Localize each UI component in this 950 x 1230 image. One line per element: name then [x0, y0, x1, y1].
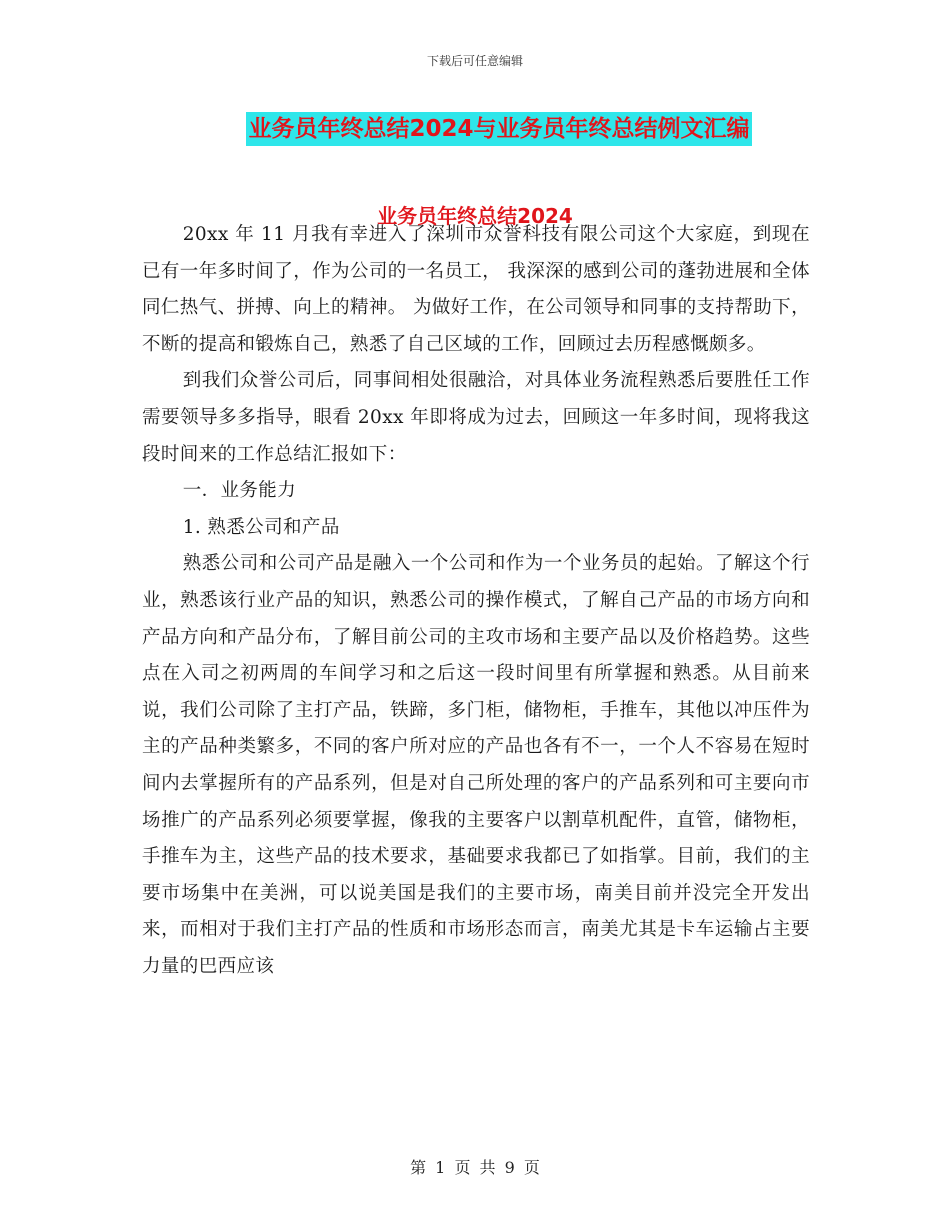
section-title: 业务员年终总结2024 — [377, 204, 573, 228]
paragraph-intro: 20xx 年 11 月我有幸进入了深圳市众誉科技有限公司这个大家庭，到现在已有一年多时间了，作为公司的一名员工， 我深深的感到公司的蓬勃进展和全体同仁热气、拼搏、向上的精神。 为做好工作，在公司领导和同事的支持帮助下，不断的提高和锻炼自己，熟悉了自己区域的工作，回顾过去历程感慨颇多。 — [142, 224, 810, 355]
document-main-title: 业务员年终总结2024与业务员年终总结例文汇编 — [246, 112, 751, 146]
heading-know-company-products: 1. 熟悉公司和产品 — [182, 516, 340, 538]
heading-business-ability: 一．业务能力 — [182, 480, 297, 502]
paragraph-summary-lead: 到我们众誉公司后，同事间相处很融洽，对具体业务流程熟悉后要胜任工作需要领导多多指导，眼看 20xx 年即将成为过去，回顾这一年多时间，现将我这段时间来的工作总结汇报如下： — [142, 370, 810, 465]
paragraph-know-company-products: 熟悉公司和公司产品是融入一个公司和作为一个业务员的起始。了解这个行业，熟悉该行业产品的知识，熟悉公司的操作模式，了解自己产品的市场方向和产品方向和产品分布，了解目前公司的主攻市场和主要产品以及价格趋势。这些点在入司之初两周的车间学习和之后这一段时间里有所掌握和熟悉。从目前来说，我们公司除了主打产品，铁蹄，多门柜，储物柜，手推车，其他以冲压件为主的产品种类繁多，不同的客户所对应的产品也各有不一，一个人不容易在短时间内去掌握所有的产品系列，但是对自己所处理的客户的产品系列和可主要向市场推广的产品系列必须要掌握，像我的主要客户以割草机配件，直管，储物柜，手推车为主，这些产品的技术要求，基础要求我都已了如指掌。目前，我们的主要市场集中在美洲，可以说美国是我们的主要市场，南美目前并没完全开发出来，而相对于我们主打产品的性质和市场形态而言，南美尤其是卡车运输占主要力量的巴西应该 — [142, 553, 810, 977]
page-number: 第 1 页 共 9 页 — [410, 1158, 540, 1177]
header-note: 下载后可任意编辑 — [426, 54, 523, 68]
main-title-wrap — [0, 112, 950, 146]
document-body — [142, 217, 810, 985]
